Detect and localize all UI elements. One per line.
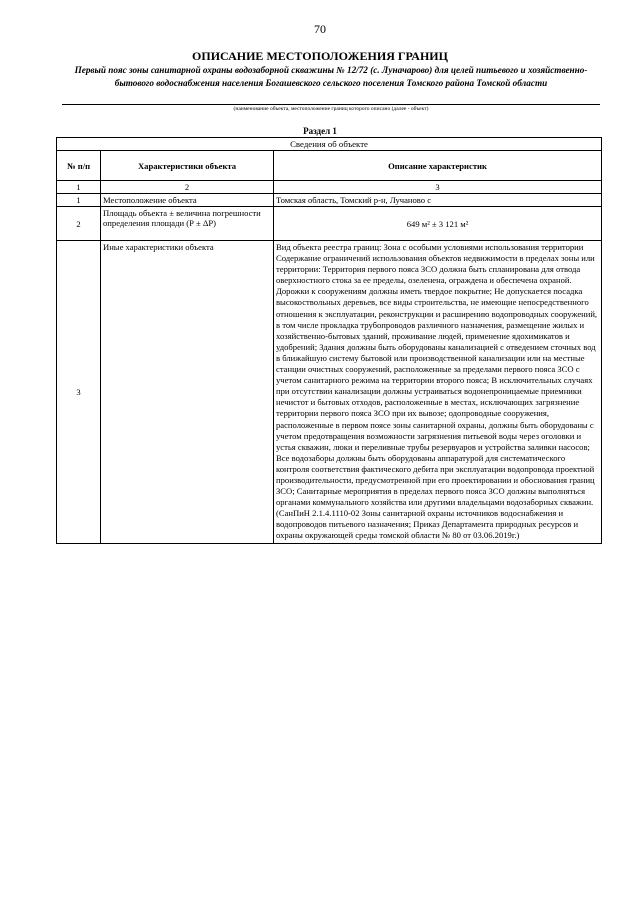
- row-number: 2: [57, 207, 101, 241]
- table-row: [57, 194, 602, 207]
- table-caption: Сведения об объекте: [57, 138, 602, 151]
- table-row: [57, 207, 602, 241]
- description-paragraph: Вид объекта реестра границ: Зона с особыми условиями использования территории: [276, 242, 584, 252]
- table-row: [57, 241, 602, 544]
- row-number: 3: [57, 241, 101, 544]
- row-description: 649 м² ± 3 121 м²: [274, 207, 602, 241]
- header-num: № п/п: [57, 151, 101, 181]
- row-characteristic: Площадь объекта ± величина погрешности определения площади (Р ± ΔР): [101, 207, 274, 241]
- row-description: [274, 241, 602, 544]
- column-number: 1: [57, 181, 101, 194]
- underline-caption: (наименование объекта, местоположение границ которого описано (далее - объект): [233, 106, 429, 112]
- table-header-row: [57, 151, 602, 181]
- object-info-table: [56, 137, 602, 544]
- title-underline: [62, 104, 600, 105]
- row-characteristic: Местоположение объекта: [101, 194, 274, 207]
- header-characteristic: Характеристики объекта: [101, 151, 274, 181]
- section-label: Раздел 1: [303, 126, 337, 136]
- row-characteristic: Иные характеристики объекта: [101, 241, 274, 544]
- document-subtitle: Первый пояс зоны санитарной охраны водозаборной скважины № 12/72 (с. Луначарово) для целей питьевого и хозяйственно-бытового водоснабжения населения Богашевского сельского поселения Томского района Томской области: [74, 65, 588, 88]
- page-number: 70: [314, 22, 326, 36]
- row-number: 1: [57, 194, 101, 207]
- document-title: ОПИСАНИЕ МЕСТОПОЛОЖЕНИЯ ГРАНИЦ: [192, 49, 448, 63]
- table-caption-row: [57, 138, 602, 151]
- column-number: 2: [101, 181, 274, 194]
- header-description: Описание характеристик: [274, 151, 602, 181]
- column-number: 3: [274, 181, 602, 194]
- row-description: Томская область, Томский р-н, Лучаново с: [274, 194, 602, 207]
- column-number-row: [57, 181, 602, 194]
- description-paragraph: Содержание ограничений использования объектов недвижимости в пределах зоны или территории: Территория первого пояса ЗСО должна быть спланирована для отвода оверхностного стока за ее пределы, озеленена, ограждена и обеспечена охраной. Дорожки к сооружениям должны иметь твердое покрытие; Не допускается посадка высокоствольных деревьев, все виды строительства, не имеющие непосредственного отношения к эксплуатации, реконструкции и расширению водопроводных сооружений, в том числе прокладка трубопроводов различного назначения, размещение жилых и хозяйственно-бытовых зданий, проживание людей, применение ядохимикатов и удобрений; Здания должны быть оборудованы канализацией с отведением сточных вод в ближайшую систему бытовой или производственной канализации или на местные станции очистных сооружений, расположенные за пределами первого пояса ЗСО с учетом санитарного режима на территории второго пояса; В исключительных случаях при отсутствии канализации должны устраиваться водонепроницаемые приемники нечистот и бытовых отходов, расположенные в местах, исключающих загрязнение территории первого пояса ЗСО при их вывозе; одопроводные сооружения, расположенные в первом поясе зоны санитарной охраны, должны быть оборудованы с учетом предотвращения возможности загрязнения питьевой воды через оголовки и устья скважин, люки и переливные трубы резервуаров и устройства заливки насосов; Все водозаборы должны быть оборудованы аппаратурой для систематического контроля соответствия фактического дебита при эксплуатации водопровода проектной производительности, предусмотренной при его проектировании и обоснования границ ЗСО; Санитарные мероприятия в пределах первого пояса ЗСО должны выполняться органами коммунального хозяйства или другими владельцами водозаборных скважин. (СанПиН 2.1.4.1110-02 Зоны санитарной охраны источников водоснабжения и водопроводов питьевого назначения; Приказ Департамента природных ресурсов и охраны окружающей среды томской области № 80 от 03.06.2019г.): [276, 253, 598, 541]
